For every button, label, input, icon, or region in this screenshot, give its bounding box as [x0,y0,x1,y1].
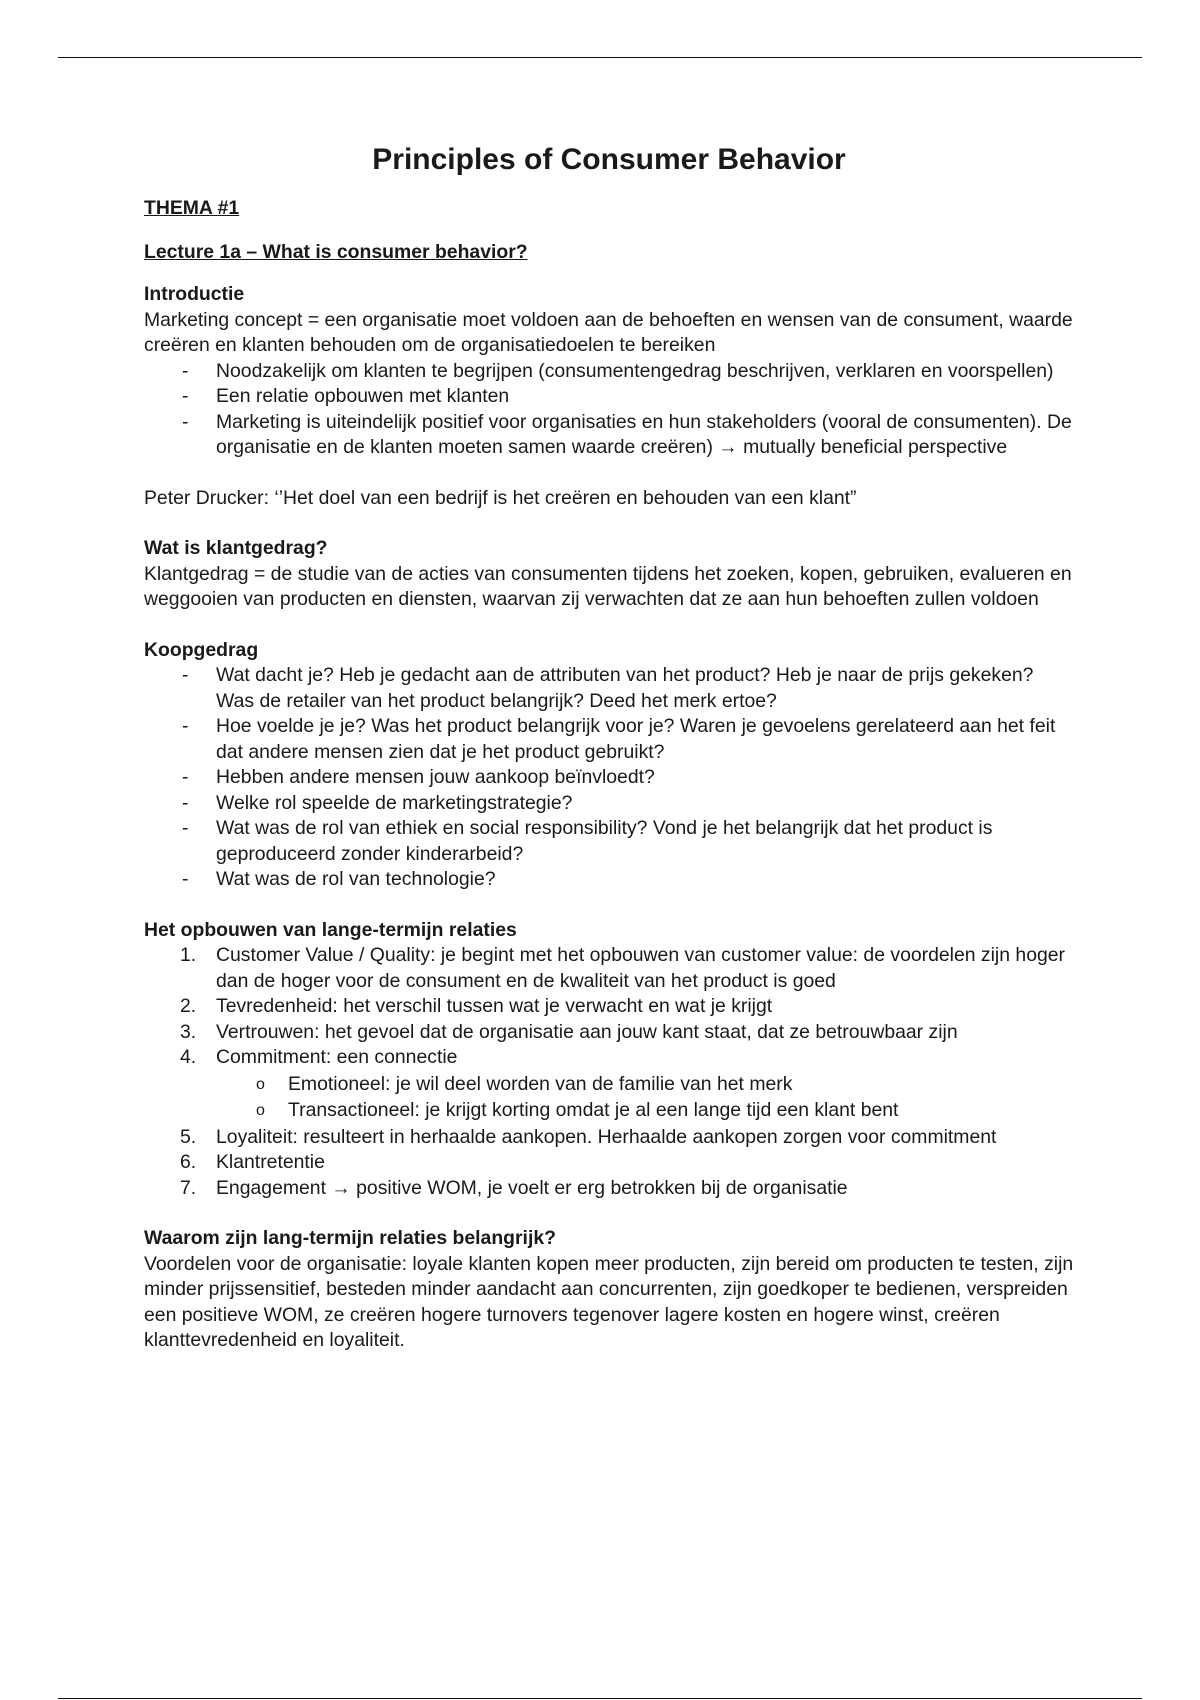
section-heading-introductie: Introductie [144,283,245,305]
sub-list-item: o Transactioneel: je krijgt korting omdat je al een lange tijd een klant bent [216,1098,1074,1124]
list-item: - Een relatie opbouwen met klanten [144,384,1074,410]
item-number: 2. [180,995,197,1017]
relaties-numbered-list [144,943,1074,1201]
sub-list-item: o Emotioneel: je wil deel worden van de familie van het merk [216,1072,1074,1098]
top-rule [58,57,1142,58]
item-number: 7. [180,1176,197,1199]
item-number: 3. [180,1020,197,1043]
bottom-rule [58,1698,1142,1699]
item-text: Tevredenheid: het verschil tussen wat je verwacht en wat je krijgt [216,995,773,1017]
item-text: Klantretentie [216,1151,325,1173]
commitment-sub-list [216,1072,1074,1124]
list-item: - Wat was de rol van technologie? [144,867,1074,893]
list-item: - Noodzakelijk om klanten te begrijpen (consumentengedrag beschrijven, verklaren en voorspellen) [144,359,1074,385]
list-item: - Wat dacht je? Heb je gedacht aan de attributen van het product? Heb je naar de prijs gekeken? Was de retailer van het product belangrijk? Deed het merk ertoe? [144,663,1074,714]
item-number: 6. [180,1151,197,1173]
document-page [144,142,1074,1354]
item-text: Customer Value / Quality: je begint met het opbouwen van customer value: de voordelen zijn hoger dan de hoger voor de consument en de kwaliteit van het product is goed [216,944,1066,992]
belangrijk-paragraph: Voordelen voor de organisatie: loyale klanten kopen meer producten, zijn bereid om producten te testen, zijn minder prijssensitief, besteden minder aandacht aan concurrenten, zijn goedkoper te bedienen, verspreiden een positieve WOM, ze creëren hogere turnovers tegenover lagere kosten en hogere winst, creëren klanttevredenheid en loyaliteit. [144,1252,1074,1351]
item-number: 1. [180,944,197,966]
lecture-heading: Lecture 1a – What is consumer behavior? [144,240,528,263]
numbered-item [144,1176,1074,1202]
koopgedrag-bullet-list [144,663,1074,893]
theme-heading: THEMA #1 [144,197,240,219]
section-heading-koopgedrag: Koopgedrag [144,638,259,661]
item-number: 4. [180,1046,197,1068]
introductie-paragraph: Marketing concept = een organisatie moet voldoen aan de behoeften en wensen van de consument, waarde creëren en klanten behouden om de organisatiedoelen te bereiken [144,308,1073,356]
list-item: - Marketing is uiteindelijk positief voor organisaties en hun stakeholders (vooral de consumenten). De organisatie en de klanten moeten samen waarde creëren) → mutually beneficial perspective [144,410,1074,461]
section-heading-klantgedrag: Wat is klantgedrag? [144,537,328,559]
numbered-item [144,1020,1074,1046]
numbered-item [144,1125,1074,1151]
list-item: - Hebben andere mensen jouw aankoop beïnvloedt? [144,765,1074,791]
numbered-item [144,1150,1074,1176]
numbered-item [144,1045,1074,1124]
list-item: - Welke rol speelde de marketingstrategie? [144,791,1074,817]
item-text: Vertrouwen: het gevoel dat de organisatie aan jouw kant staat, dat ze betrouwbaar zijn [216,1020,958,1043]
drucker-quote: Peter Drucker: ‘’Het doel van een bedrijf is het creëren en behouden van een klant” [144,486,857,509]
item-number: 5. [180,1125,197,1148]
section-heading-relaties: Het opbouwen van lange-termijn relaties [144,918,517,941]
numbered-item [144,943,1074,994]
list-item: - Hoe voelde je je? Was het product belangrijk voor je? Waren je gevoelens gerelateerd aan het feit dat andere mensen zien dat je het product gebruikt? [144,714,1074,765]
item-text: Loyaliteit: resulteert in herhaalde aankopen. Herhaalde aankopen zorgen voor commitment [216,1125,997,1148]
item-text: Engagement → positive WOM, je voelt er erg betrokken bij de organisatie [216,1176,848,1199]
list-item: - Wat was de rol van ethiek en social responsibility? Vond je het belangrijk dat het product is geproduceerd zonder kinderarbeid? [144,816,1074,867]
section-heading-belangrijk: Waarom zijn lang-termijn relaties belangrijk? [144,1227,556,1249]
introductie-bullet-list [144,359,1074,461]
document-title: Principles of Consumer Behavior [372,143,846,176]
numbered-item [144,994,1074,1020]
klantgedrag-paragraph: Klantgedrag = de studie van de acties van consumenten tijdens het zoeken, kopen, gebruiken, evalueren en weggooien van producten en diensten, waarvan zij verwachten dat ze aan hun behoeften zullen voldoen [144,562,1072,610]
item-text: Commitment: een connectie [216,1046,458,1068]
